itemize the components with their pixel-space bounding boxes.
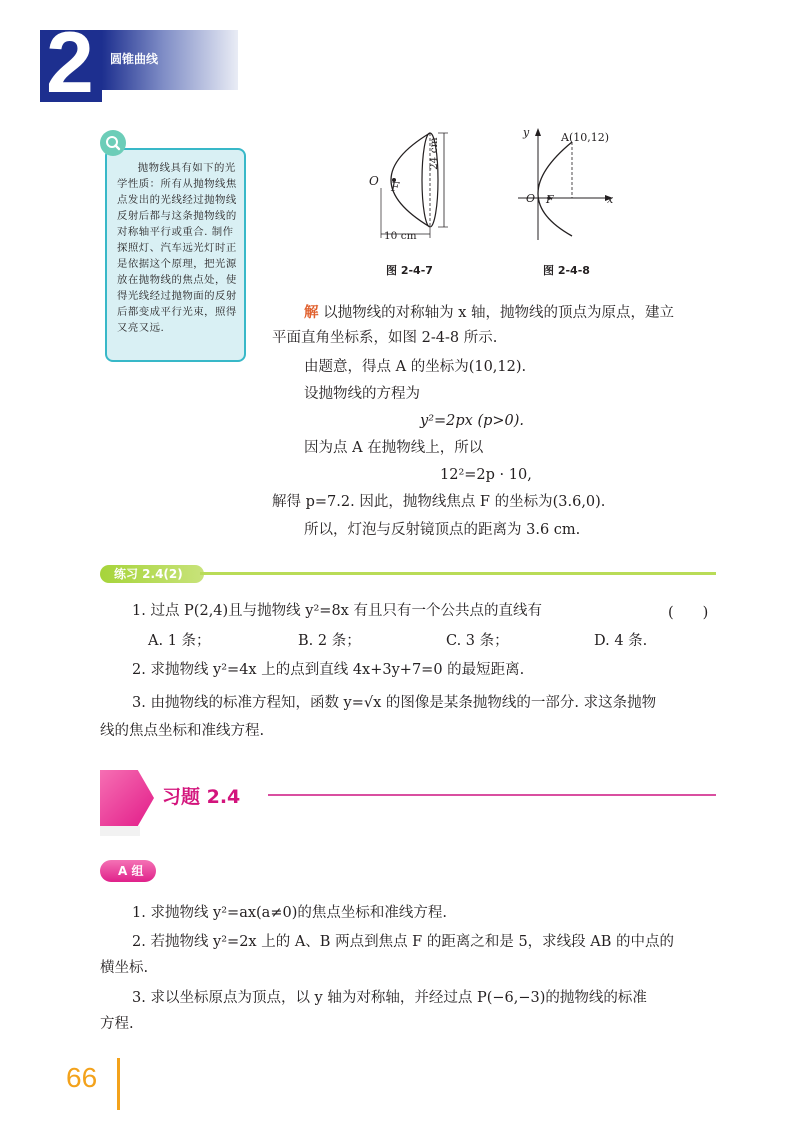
- group-label: A 组: [118, 864, 144, 878]
- practice-q2: 2. 求抛物线 y²=4x 上的点到直线 4x+3y+7=0 的最短距离.: [132, 662, 525, 678]
- practice-q1-option-a: A. 1 条；: [148, 633, 211, 649]
- fig1-width-label: 10 cm: [384, 230, 417, 242]
- exercise-q3-line-1: 3. 求以坐标原点为顶点，以 y 轴为对称轴，并经过点 P(−6,−3)的抛物线的标准: [132, 990, 647, 1006]
- practice-q1-option-d: D. 4 条.: [594, 633, 648, 649]
- fig1-height-label: 24 cm: [428, 137, 440, 170]
- exercise-q1: 1. 求抛物线 y²=ax(a≠0)的焦点坐标和准线方程.: [132, 905, 447, 921]
- solution-line-1: 以抛物线的对称轴为 x 轴，抛物线的顶点为原点，建立: [323, 305, 675, 321]
- fig2-label-y: y: [523, 126, 530, 139]
- page-number: 66: [66, 1062, 98, 1093]
- fig1-label-f: F: [391, 180, 400, 194]
- exercise-title: 习题 2.4: [162, 786, 241, 808]
- practice-q3-line-2: 线的焦点坐标和准线方程.: [100, 723, 265, 739]
- exercise-q2-line-1: 2. 若抛物线 y²=2x 上的 A、B 两点到焦点 F 的距离之和是 5，求线段 AB 的中点的: [132, 934, 675, 950]
- fig2-label-o: O: [526, 192, 536, 205]
- magnifier-icon: [100, 130, 126, 156]
- practice-q3-line-1: 3. 由抛物线的标准方程知，函数 y=√x 的图像是某条抛物线的一部分. 求这条抛物: [132, 695, 657, 711]
- exercise-badge: [100, 770, 154, 826]
- chapter-number: 2: [46, 15, 94, 111]
- exercise-q3-line-2: 方程.: [100, 1016, 134, 1032]
- solution-line-3: 由题意，得点 A 的坐标为(10,12).: [304, 359, 527, 375]
- solution-equation-2: 12²=2p · 10,: [440, 467, 532, 483]
- practice-q1-option-c: C. 3 条；: [446, 633, 509, 649]
- practice-q1-bracket: ( ): [668, 605, 709, 621]
- solution-keyword: 解: [304, 304, 319, 321]
- practice-title: 练习 2.4(2): [114, 567, 183, 581]
- practice-q1-option-b: B. 2 条；: [298, 633, 361, 649]
- fig2-point-a: A(10,12): [561, 131, 610, 144]
- practice-divider: [200, 572, 716, 575]
- exercise-divider: [268, 794, 716, 796]
- chapter-title: 圆锥曲线: [110, 52, 159, 66]
- fig2-label-x: x: [607, 193, 614, 206]
- solution-equation-1: y²=2px (p>0).: [420, 413, 525, 429]
- exercise-badge-shadow: [100, 826, 140, 836]
- solution-line-4: 设抛物线的方程为: [304, 386, 420, 402]
- solution-line-2: 平面直角坐标系，如图 2-4-8 所示.: [272, 330, 498, 346]
- page-number-bar: [117, 1058, 120, 1110]
- fig1-label-o: O: [369, 174, 379, 188]
- solution-line-6: 解得 p=7.2. 因此，抛物线焦点 F 的坐标为(3.6,0).: [272, 494, 606, 510]
- fig2-caption: 图 2-4-8: [543, 264, 590, 277]
- exercise-q2-line-2: 横坐标.: [100, 960, 149, 976]
- solution-line-5: 因为点 A 在抛物线上，所以: [304, 440, 484, 456]
- side-note-text: 抛物线具有如下的光学性质：所有从抛物线焦点发出的光线经过抛物线反射后都与这条抛物线的对称轴平行或重合. 制作探照灯、汽车远光灯时正是依据这个原理，把光源放在抛物线的焦点处，使得光线经过抛物面的反射后都变成平行光束，照得又亮又远.: [117, 162, 237, 334]
- solution-line-7: 所以，灯泡与反射镜顶点的距离为 3.6 cm.: [304, 522, 581, 538]
- fig2-label-f: F: [546, 193, 554, 206]
- fig1-caption: 图 2-4-7: [386, 264, 433, 277]
- practice-q1: 1. 过点 P(2,4)且与抛物线 y²=8x 有且只有一个公共点的直线有: [132, 603, 542, 619]
